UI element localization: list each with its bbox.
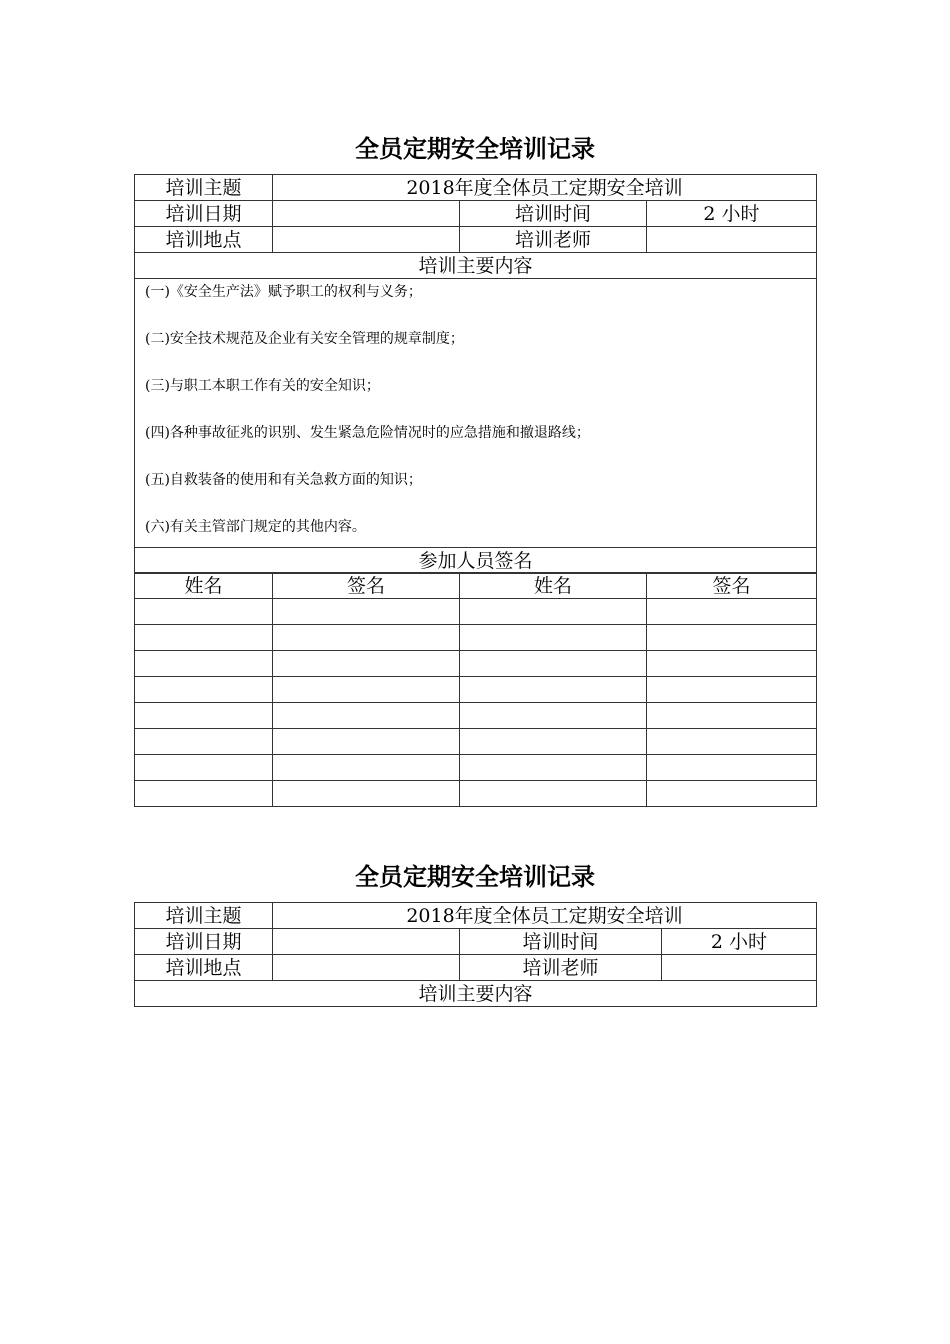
name-cell[interactable] <box>135 651 273 677</box>
table-row <box>135 599 817 625</box>
table-row <box>135 755 817 781</box>
col-name-header: 姓名 <box>460 573 647 599</box>
name-cell[interactable] <box>135 729 273 755</box>
content-header: 培训主要内容 <box>135 253 817 279</box>
sign-cell[interactable] <box>273 729 460 755</box>
content-item: (三)与职工本职工作有关的安全知识； <box>145 378 380 394</box>
topic-label: 培训主题 <box>135 175 273 201</box>
table-row <box>135 651 817 677</box>
sign-cell[interactable] <box>647 781 817 807</box>
name-cell[interactable] <box>460 625 647 651</box>
content-header-row <box>135 253 817 279</box>
name-cell[interactable] <box>135 599 273 625</box>
place-label: 培训地点 <box>135 955 273 981</box>
name-cell[interactable] <box>135 677 273 703</box>
content-item: (五)自救装备的使用和有关急救方面的知识； <box>145 472 422 488</box>
place-value[interactable] <box>273 227 460 253</box>
table-row <box>135 625 817 651</box>
topic-label: 培训主题 <box>135 903 273 929</box>
topic-row <box>135 903 817 929</box>
topic-value[interactable]: 2018年度全体员工定期安全培训 <box>273 903 817 929</box>
col-sign-header: 签名 <box>273 573 460 599</box>
table-row <box>135 781 817 807</box>
name-cell[interactable] <box>135 755 273 781</box>
content-item: (一)《安全生产法》赋予职工的权利与义务； <box>145 284 422 300</box>
sign-cell[interactable] <box>273 651 460 677</box>
sign-cell[interactable] <box>273 677 460 703</box>
teacher-value[interactable] <box>662 955 817 981</box>
sign-cell[interactable] <box>273 781 460 807</box>
col-name-header: 姓名 <box>135 573 273 599</box>
time-value[interactable]: 2 小时 <box>662 929 817 955</box>
place-row <box>135 955 817 981</box>
sign-cell[interactable] <box>647 651 817 677</box>
date-label: 培训日期 <box>135 929 273 955</box>
name-cell[interactable] <box>460 781 647 807</box>
sign-cell[interactable] <box>273 755 460 781</box>
sign-cell[interactable] <box>647 755 817 781</box>
content-row <box>135 279 817 548</box>
sign-cell[interactable] <box>647 703 817 729</box>
name-cell[interactable] <box>460 599 647 625</box>
attendees-header: 参加人员签名 <box>135 548 817 574</box>
sign-cell[interactable] <box>647 729 817 755</box>
place-value[interactable] <box>273 955 460 981</box>
time-value[interactable]: 2 小时 <box>647 201 817 227</box>
table-row <box>135 729 817 755</box>
time-label: 培训时间 <box>460 929 662 955</box>
teacher-value[interactable] <box>647 227 817 253</box>
content-item: (四)各种事故征兆的识别、发生紧急危险情况时的应急措施和撤退路线； <box>145 425 590 441</box>
content-header-row <box>135 981 817 1007</box>
topic-value[interactable]: 2018年度全体员工定期安全培训 <box>273 175 817 201</box>
name-cell[interactable] <box>460 755 647 781</box>
date-value[interactable] <box>273 201 460 227</box>
attendees-header-row <box>135 548 817 574</box>
record2-title: 全员定期安全培训记录 <box>355 863 595 891</box>
topic-row <box>135 175 817 201</box>
name-cell[interactable] <box>460 729 647 755</box>
date-row <box>135 929 817 955</box>
teacher-label: 培训老师 <box>460 227 647 253</box>
place-row <box>135 227 817 253</box>
time-label: 培训时间 <box>460 201 647 227</box>
attendees-table <box>134 572 817 807</box>
record1-title: 全员定期安全培训记录 <box>355 135 595 163</box>
date-row <box>135 201 817 227</box>
sign-cell[interactable] <box>273 703 460 729</box>
name-cell[interactable] <box>460 651 647 677</box>
record1-table <box>134 174 817 574</box>
date-value[interactable] <box>273 929 460 955</box>
place-label: 培训地点 <box>135 227 273 253</box>
name-cell[interactable] <box>135 625 273 651</box>
sign-cell[interactable] <box>273 599 460 625</box>
sign-cell[interactable] <box>273 625 460 651</box>
content-cell[interactable] <box>135 279 817 548</box>
content-header: 培训主要内容 <box>135 981 817 1007</box>
sign-cell[interactable] <box>647 677 817 703</box>
table-row <box>135 703 817 729</box>
sign-cell[interactable] <box>647 625 817 651</box>
col-sign-header: 签名 <box>647 573 817 599</box>
content-item: (六)有关主管部门规定的其他内容。 <box>145 519 366 535</box>
attendees-columns-row <box>135 573 817 599</box>
name-cell[interactable] <box>460 703 647 729</box>
name-cell[interactable] <box>135 781 273 807</box>
name-cell[interactable] <box>460 677 647 703</box>
name-cell[interactable] <box>135 703 273 729</box>
teacher-label: 培训老师 <box>460 955 662 981</box>
content-item: (二)安全技术规范及企业有关安全管理的规章制度； <box>145 331 464 347</box>
date-label: 培训日期 <box>135 201 273 227</box>
sign-cell[interactable] <box>647 599 817 625</box>
table-row <box>135 677 817 703</box>
record2-table <box>134 902 817 1007</box>
